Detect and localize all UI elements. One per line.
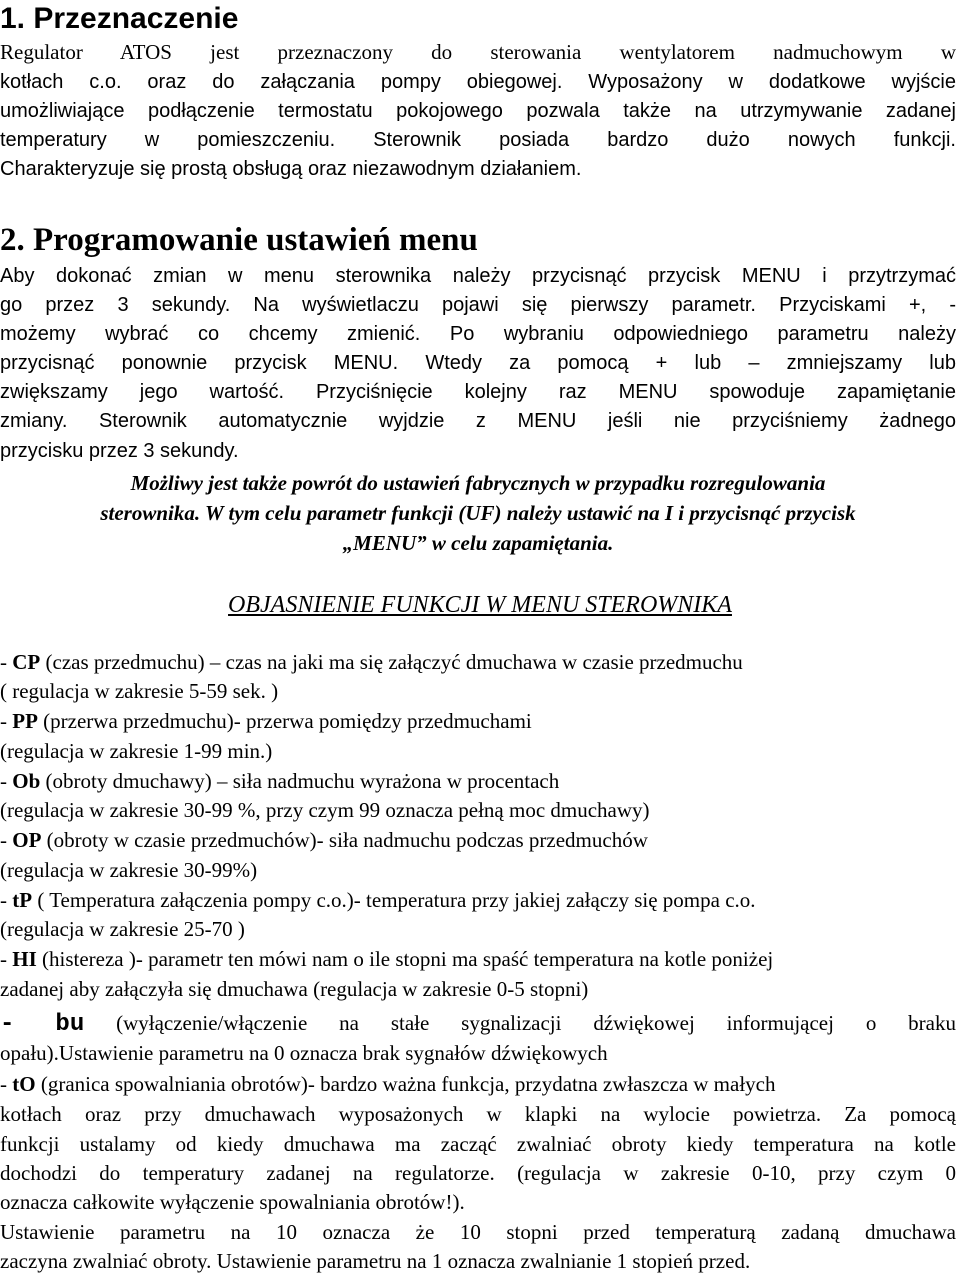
function-key: bu: [55, 1011, 85, 1038]
section-1-heading: 1. Przeznaczenie: [0, 2, 239, 35]
closing-paragraph-line: Ustawienie parametru na 10 oznacza że 10 stopni przed temperaturą zadaną dmuchawa: [0, 1220, 956, 1244]
function-item-detail: (regulacja w zakresie 25-70 ): [0, 917, 245, 941]
function-key: tP: [12, 888, 33, 912]
section-1-line: temperatury w pomieszczeniu. Sterownik posiada bardzo dużo nowych funkcji.: [0, 129, 956, 151]
function-key: PP: [12, 709, 38, 733]
section-2-line: zmiany. Sterownik automatycznie wyjdzie z MENU jeśli nie przyciśniemy żadnego: [0, 410, 956, 432]
section-2-line: Aby dokonać zmian w menu sterownika należy przycisnąć przycisk MENU i przytrzymać: [0, 265, 956, 287]
section-1-line: Charakteryzuje się prostą obsługą oraz niezawodnym działaniem.: [0, 158, 582, 180]
section-2-line: przycisku przez 3 sekundy.: [0, 440, 239, 462]
function-item-detail: ( regulacja w zakresie 5-59 sek. ): [0, 679, 279, 703]
section-2-line: przycisnąć ponownie przycisk MENU. Wtedy za pomocą + lub – zmniejszamy lub: [0, 352, 956, 374]
function-key: OP: [12, 828, 42, 852]
section-2-line: możemy wybrać co chcemy zmienić. Po wybraniu odpowiedniego parametru należy: [0, 323, 956, 345]
function-item-detail: opału).Ustawienie parametru na 0 oznacza brak sygnałów dźwiękowych: [0, 1041, 608, 1065]
function-item-tp: - tP ( Temperatura załączenia pompy c.o.)- temperatura przy jakiej załączy się pompa c.o.: [0, 888, 756, 912]
function-item-cp: - CP (czas przedmuchu) – czas na jaki ma się załączyć dmuchawa w czasie przedmuchu: [0, 650, 743, 674]
function-item-detail: (regulacja w zakresie 1-99 min.): [0, 739, 273, 763]
function-item-detail: funkcji ustalamy od kiedy dmuchawa ma zacząć zwalniać obroty kiedy temperatura na kotle: [0, 1132, 956, 1156]
closing-paragraph-line: zaczyna zwalniać obroty. Ustawienie parametru na 1 oznacza zwalnianie 1 stopień przed.: [0, 1249, 751, 1273]
section-1-line: kotłach c.o. oraz do załączania pompy obiegowej. Wyposażony w dodatkowe wyjście: [0, 71, 956, 93]
function-item-ob: - Ob (obroty dmuchawy) – siła nadmuchu wyrażona w procentach: [0, 769, 560, 793]
section-2-line: zwiększamy jego wartość. Przyciśnięcie kolejny raz MENU spowoduje zapamiętanie: [0, 381, 956, 403]
function-key: HI: [12, 947, 37, 971]
function-item-detail: (regulacja w zakresie 30-99 %, przy czym 99 oznacza pełną moc dmuchawy): [0, 798, 650, 822]
factory-reset-note: sterownika. W tym celu parametr funkcji (UF) należy ustawić na I i przycisnąć przycisk: [100, 501, 856, 525]
section-1-line: umożliwiające podłączenie termostatu pokojowego pozwala także na utrzymywanie zadanej: [0, 100, 956, 122]
function-item-pp: - PP (przerwa przedmuchu)- przerwa pomiędzy przedmuchami: [0, 709, 532, 733]
factory-reset-note: „MENU” w celu zapamiętania.: [342, 531, 614, 555]
function-item-detail: (regulacja w zakresie 30-99%): [0, 858, 258, 882]
function-item-detail: zadanej aby załączyła się dmuchawa (regulacja w zakresie 0-5 stopni): [0, 977, 589, 1001]
function-item-op: - OP (obroty w czasie przedmuchów)- siła nadmuchu podczas przedmuchów: [0, 828, 648, 852]
function-item-detail: dochodzi do temperatury zadanej na regulatorze. (regulacja w zakresie 0-10, przy czym 0: [0, 1161, 956, 1185]
function-key: CP: [12, 650, 41, 674]
function-item-to: - tO (granica spowalniania obrotów)- bardzo ważna funkcja, przydatna zwłaszcza w małych: [0, 1072, 776, 1096]
section-1-line: Regulator ATOS jest przeznaczony do sterowania wentylatorem nadmuchowym w: [0, 40, 956, 64]
factory-reset-note: Możliwy jest także powrót do ustawień fabrycznych w przypadku rozregulowania: [130, 471, 826, 495]
function-key: tO: [12, 1072, 36, 1096]
section-2-heading: 2. Programowanie ustawień menu: [0, 222, 478, 258]
function-key: Ob: [12, 769, 41, 793]
function-item-hi: - HI (histereza )- parametr ten mówi nam o ile stopni ma spaść temperatura na kotle poniżej: [0, 947, 774, 971]
section-2-line: go przez 3 sekundy. Na wyświetlaczu pojawi się pierwszy parametr. Przyciskami +, -: [0, 294, 956, 316]
function-item-detail: kotłach oraz przy dmuchawach wyposażonych w klapki na wylocie powietrza. Za pomocą: [0, 1102, 956, 1126]
function-item-bu: - bu (wyłączenie/włączenie na stałe sygnalizacji dźwiękowej informującej o braku: [0, 1011, 956, 1038]
functions-title: OBJASNIENIE FUNKCJI W MENU STEROWNIKA: [228, 592, 732, 618]
function-item-detail: oznacza całkowite wyłączenie spowalniania obrotów!).: [0, 1190, 465, 1214]
